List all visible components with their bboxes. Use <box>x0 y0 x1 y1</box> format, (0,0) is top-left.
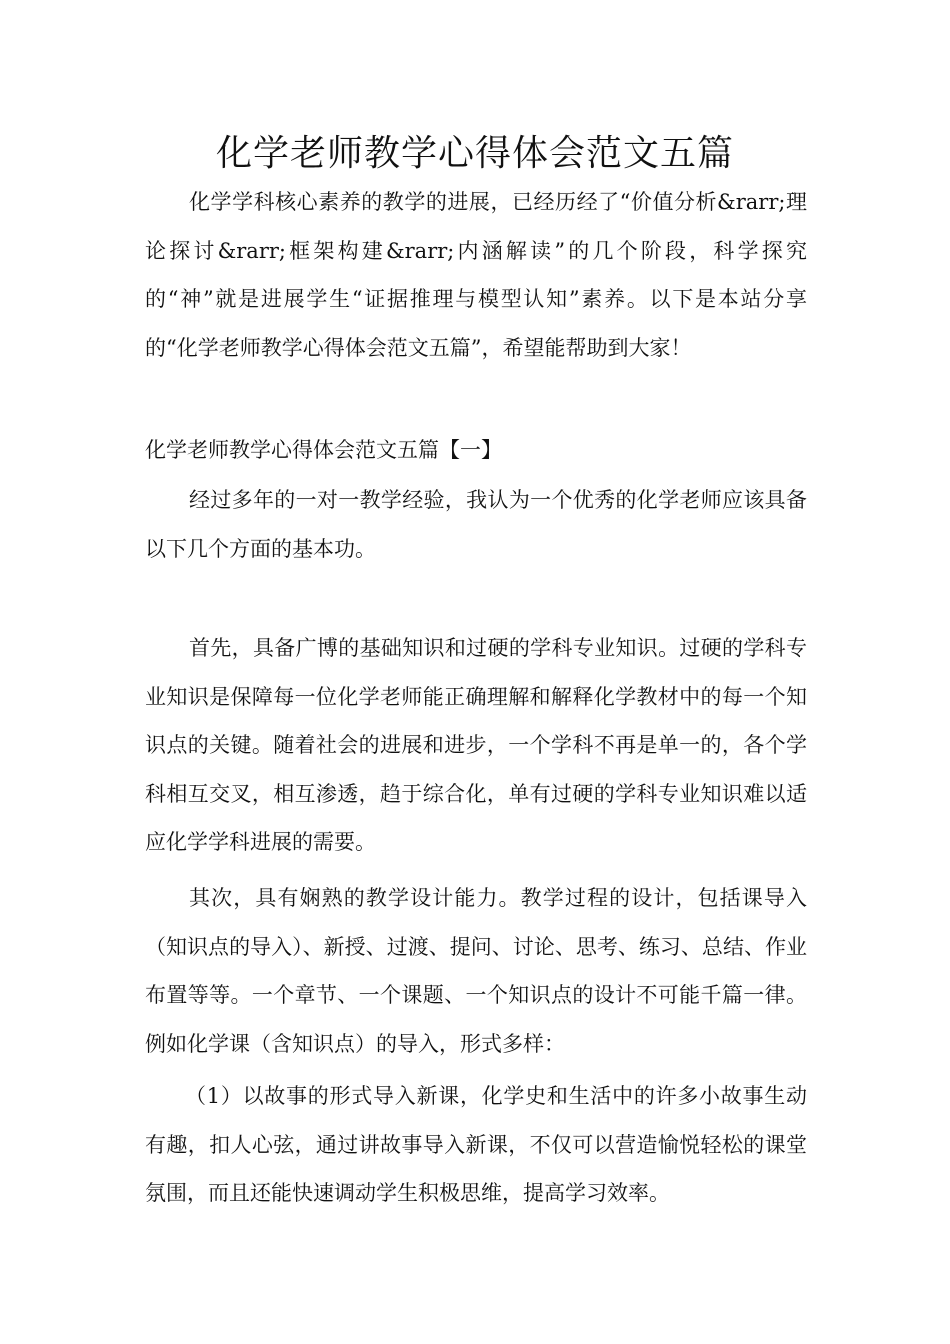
paragraph-1: 经过多年的一对一教学经验，我认为一个优秀的化学老师应该具备以下几个方面的基本功。 <box>145 488 807 561</box>
document-title: 化学老师教学心得体会范文五篇 <box>215 133 734 174</box>
section-heading: 化学老师教学心得体会范文五篇【一】 <box>145 438 502 462</box>
paragraph-4: （1）以故事的形式导入新课，化学史和生活中的许多小故事生动有趣，扣人心弦，通过讲故事导入新课，不仅可以营造愉悦轻松的课堂氛围，而且还能快速调动学生积极思维，提高学习效率。 <box>145 1084 807 1205</box>
intro-paragraph: 化学学科核心素养的教学的进展，已经历经了“价值分析&rarr;理论探讨&rarr;框架构建&rarr;内涵解读”的几个阶段，科学探究的“神”就是进展学生“证据推理与模型认知”素养。以下是本站分享的“化学老师教学心得体会范文五篇”，希望能帮助到大家！ <box>145 190 807 360</box>
paragraph-2: 首先，具备广博的基础知识和过硬的学科专业知识。过硬的学科专业知识是保障每一位化学老师能正确理解和解释化学教材中的每一个知识点的关键。随着社会的进展和进步，一个学科不再是单一的，各个学科相互交叉，相互渗透，趋于综合化，单有过硬的学科专业知识难以适应化学学科进展的需要。 <box>145 636 807 854</box>
paragraph-3: 其次，具有娴熟的教学设计能力。教学过程的设计，包括课导入（知识点的导入）、新授、过渡、提问、讨论、思考、练习、总结、作业布置等等。一个章节、一个课题、一个知识点的设计不可能千篇一律。例如化学课（含知识点）的导入，形式多样： <box>145 886 807 1056</box>
